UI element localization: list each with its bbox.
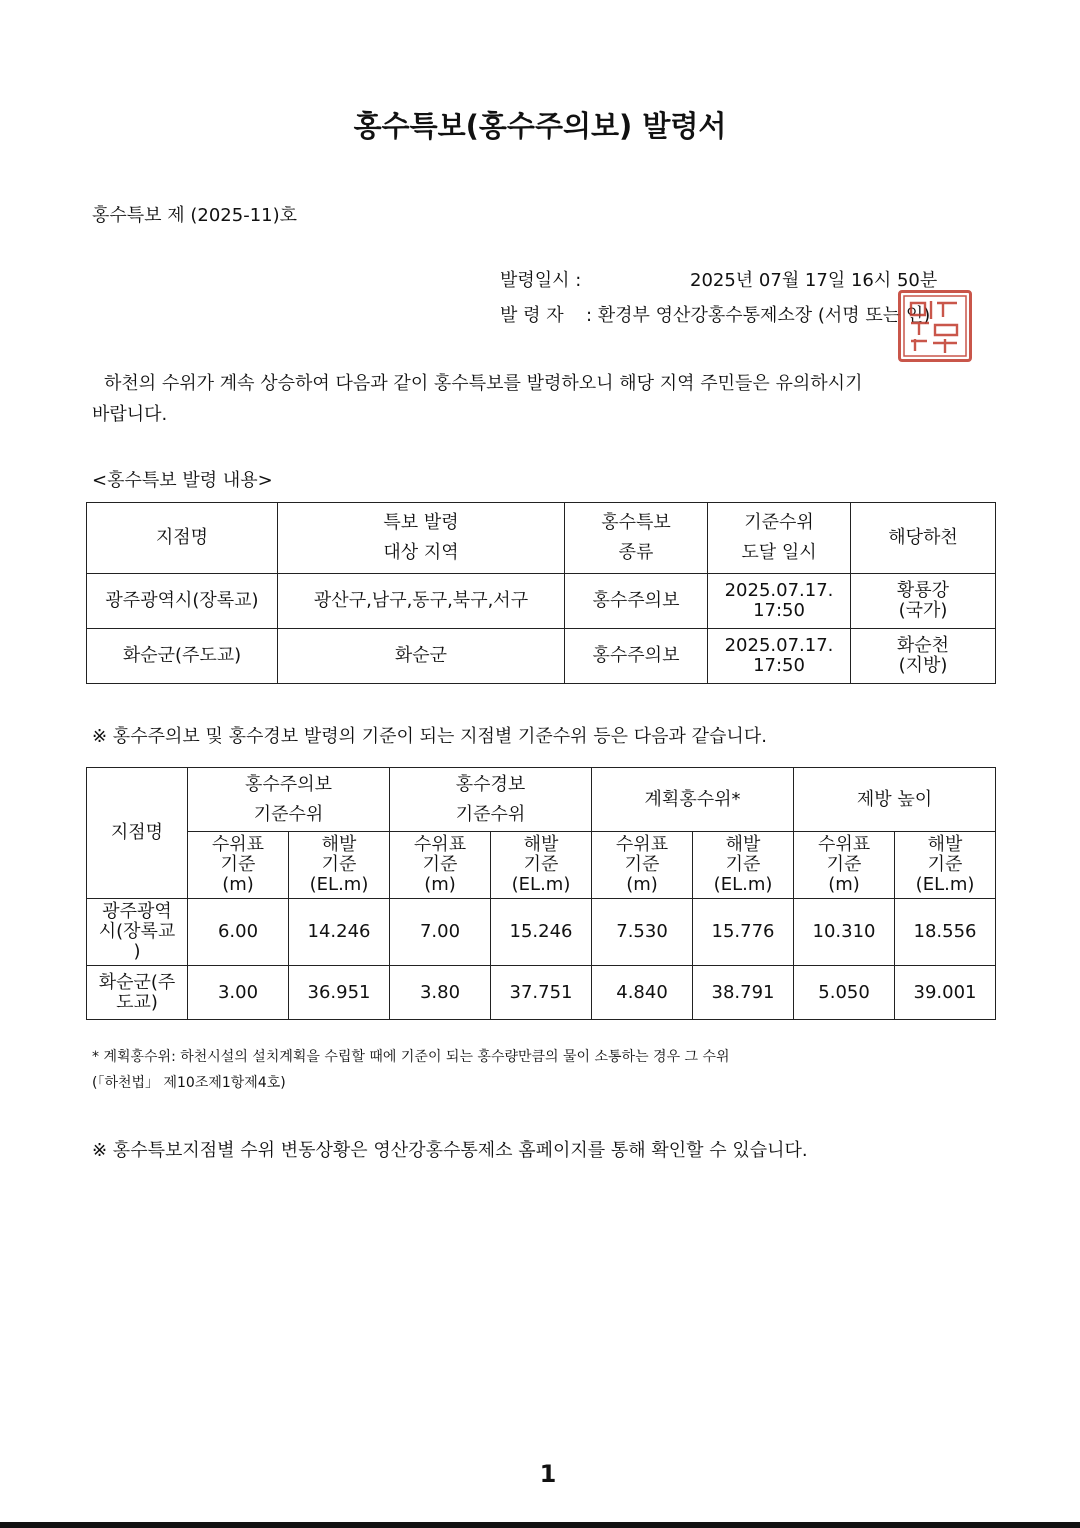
issuer-label: 발 령 자 (500, 305, 564, 326)
value-cell: 36.951 (289, 966, 390, 1020)
footnote-design-flood-level: * 계획홍수위: 하천시설의 설치계획을 수립할 때에 기준이 되는 홍수량만큼의 물이 소통하는 경우 그 수위 (92, 1049, 730, 1065)
header-reach-time: 기준수위 도달 일시 (708, 503, 851, 574)
subheader-gauge: 수위표 기준 (m) (188, 832, 289, 899)
criteria-water-level-table (86, 767, 996, 1020)
station-cell: 화순군(주 도교) (87, 966, 188, 1020)
value-cell: 6.00 (188, 899, 289, 966)
flood-warning-table (86, 502, 996, 684)
reach-time-cell: 2025.07.17. 17:50 (708, 629, 851, 684)
document-title: 홍수특보(홍수주의보) 발령서 (353, 109, 727, 143)
value-cell: 18.556 (895, 899, 996, 966)
area-cell: 화순군 (278, 629, 565, 684)
seal-icon (901, 293, 969, 359)
header-group-levee-height: 제방 높이 (794, 768, 996, 832)
value-cell: 4.840 (592, 966, 693, 1020)
subheader-gauge: 수위표 기준 (m) (592, 832, 693, 899)
value-cell: 3.00 (188, 966, 289, 1020)
table-header-row (87, 768, 996, 832)
value-cell: 7.530 (592, 899, 693, 966)
value-cell: 7.00 (390, 899, 491, 966)
issuer-value: : 환경부 영산강홍수통제소장 (서명 또는 인) (586, 305, 931, 326)
value-cell: 37.751 (491, 966, 592, 1020)
subheader-elevation: 해발 기준 (EL.m) (895, 832, 996, 899)
river-cell: 황룡강 (국가) (851, 574, 996, 629)
issue-datetime-label: 발령일시 : (500, 270, 582, 291)
table-row (87, 629, 996, 684)
section-title: <홍수특보 발령 내용> (92, 470, 273, 491)
value-cell: 39.001 (895, 966, 996, 1020)
header-river: 해당하천 (851, 503, 996, 574)
header-station: 지점명 (87, 768, 188, 899)
header-group-warning: 홍수경보 기준수위 (390, 768, 592, 832)
header-target-area: 특보 발령 대상 지역 (278, 503, 565, 574)
value-cell: 15.776 (693, 899, 794, 966)
table-header-row (87, 503, 996, 574)
subheader-elevation: 해발 기준 (EL.m) (289, 832, 390, 899)
header-group-advisory: 홍수주의보 기준수위 (188, 768, 390, 832)
type-cell: 홍수주의보 (565, 629, 708, 684)
subheader-elevation: 해발 기준 (EL.m) (693, 832, 794, 899)
page-number: 1 (539, 1460, 557, 1488)
issue-datetime-value: 2025년 07월 17일 16시 50분 (690, 270, 938, 291)
river-cell: 화순천 (지방) (851, 629, 996, 684)
subheader-gauge: 수위표 기준 (m) (390, 832, 491, 899)
subheader-elevation: 해발 기준 (EL.m) (491, 832, 592, 899)
value-cell: 14.246 (289, 899, 390, 966)
bottom-border (0, 1522, 1080, 1528)
type-cell: 홍수주의보 (565, 574, 708, 629)
value-cell: 10.310 (794, 899, 895, 966)
header-station: 지점명 (87, 503, 278, 574)
intro-text-line1: 하천의 수위가 계속 상승하여 다음과 같이 홍수특보를 발령하오니 해당 지역 주민들은 유의하시기 (104, 373, 863, 394)
area-cell: 광산구,남구,동구,북구,서구 (278, 574, 565, 629)
value-cell: 3.80 (390, 966, 491, 1020)
reach-time-cell: 2025.07.17. 17:50 (708, 574, 851, 629)
bulletin-number: 홍수특보 제 (2025-11)호 (92, 205, 298, 226)
table-row (87, 574, 996, 629)
footnote-legal-reference: (「하천법」 제10조제1항제4호) (92, 1075, 286, 1091)
official-seal-stamp (898, 290, 972, 362)
table-row (87, 966, 996, 1020)
value-cell: 5.050 (794, 966, 895, 1020)
header-group-design-flood-level: 계획홍수위* (592, 768, 794, 832)
station-cell: 화순군(주도교) (87, 629, 278, 684)
table-subheader-row (87, 832, 996, 899)
table-row (87, 899, 996, 966)
header-warning-type: 홍수특보 종류 (565, 503, 708, 574)
station-cell: 광주광역시(장록교) (87, 574, 278, 629)
criteria-note: ※ 홍수주의보 및 홍수경보 발령의 기준이 되는 지점별 기준수위 등은 다음과 같습니다. (92, 726, 767, 747)
station-cell: 광주광역 시(장록교 ) (87, 899, 188, 966)
value-cell: 38.791 (693, 966, 794, 1020)
subheader-gauge: 수위표 기준 (m) (794, 832, 895, 899)
value-cell: 15.246 (491, 899, 592, 966)
homepage-note: ※ 홍수특보지점별 수위 변동상황은 영산강홍수통제소 홈페이지를 통해 확인할 수 있습니다. (92, 1140, 808, 1161)
intro-text-line2: 바랍니다. (92, 404, 168, 425)
